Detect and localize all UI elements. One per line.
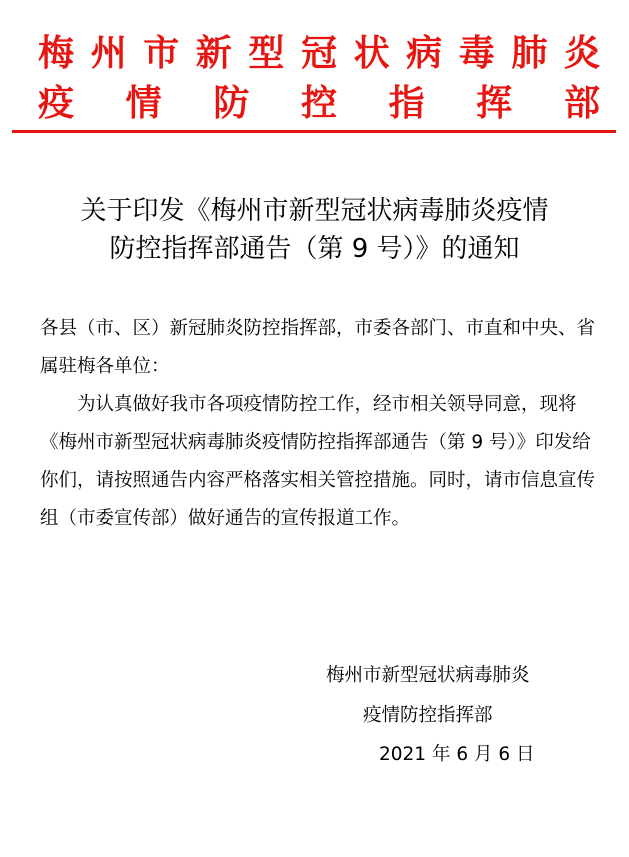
title-line-1: 关于印发《梅州市新型冠状病毒肺炎疫情 <box>80 196 549 226</box>
letterhead <box>0 0 629 140</box>
letterhead-char: 情 <box>125 83 162 124</box>
letterhead-char: 部 <box>563 83 600 124</box>
letterhead-char: 疫 <box>38 83 75 124</box>
letterhead-char: 冠 <box>300 33 337 74</box>
signature-org-line-2: 疫情防控指挥部 <box>363 705 493 726</box>
letterhead-char: 毒 <box>458 33 495 74</box>
signature-date: 2021 年 6 月 6 日 <box>379 744 535 765</box>
signature-org-line-1: 梅州市新型冠状病毒肺炎 <box>326 665 530 686</box>
letterhead-line-1 <box>38 34 600 74</box>
letterhead-divider <box>12 130 616 133</box>
letterhead-char: 市 <box>143 33 180 74</box>
letterhead-char: 防 <box>213 83 250 124</box>
letterhead-char: 炎 <box>563 33 600 74</box>
document-title <box>20 192 609 268</box>
letterhead-char: 型 <box>248 33 285 74</box>
letterhead-char: 病 <box>406 33 443 74</box>
letterhead-char: 州 <box>90 33 127 74</box>
letterhead-line-2 <box>38 84 600 124</box>
letterhead-char: 状 <box>353 33 390 74</box>
letterhead-char: 肺 <box>511 33 548 74</box>
letterhead-char: 挥 <box>476 83 513 124</box>
letterhead-char: 指 <box>388 83 425 124</box>
salutation: 各县（市、区）新冠肺炎防控指挥部，市委各部门、市直和中央、省属驻梅各单位： <box>40 318 596 377</box>
letterhead-char: 新 <box>195 33 232 74</box>
letterhead-char: 梅 <box>38 33 75 74</box>
body-paragraph: 为认真做好我市各项疫情防控工作，经市相关领导同意，现将《梅州市新型冠状病毒肺炎疫情防控指挥部通告（第 9 号）》印发给你们，请按照通告内容严格落实相关管控措施。同时，请市信息宣传组（市委宣传部）做好通告的宣传报道工作。 <box>40 394 596 529</box>
title-line-2: 防控指挥部通告（第 9 号）》的通知 <box>109 234 520 264</box>
letterhead-char: 控 <box>300 83 337 124</box>
document-body <box>40 310 595 538</box>
